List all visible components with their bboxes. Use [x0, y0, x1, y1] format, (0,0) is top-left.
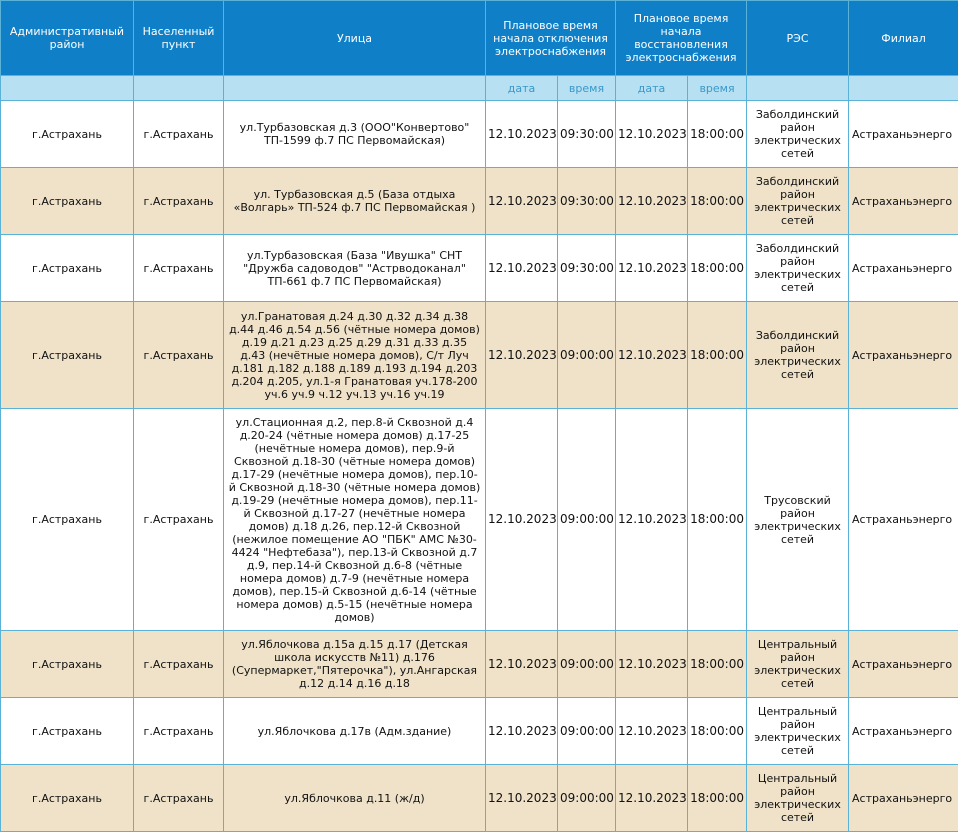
cell-res: Заболдинский район электрических сетей: [747, 101, 849, 168]
cell-locality: г.Астрахань: [134, 765, 224, 832]
cell-off-time: 09:30:00: [558, 235, 616, 302]
table-row: [1, 302, 958, 409]
cell-res: Заболдинский район электрических сетей: [747, 168, 849, 235]
header-branch: Филиал: [849, 1, 958, 76]
cell-off-time: 09:00:00: [558, 765, 616, 832]
cell-on-date: 12.10.2023: [616, 302, 688, 409]
cell-off-date: 12.10.2023: [486, 698, 558, 765]
header-locality: Населенный пункт: [134, 1, 224, 76]
cell-off-date: 12.10.2023: [486, 409, 558, 631]
cell-street: ул.Яблочкова д.11 (ж/д): [224, 765, 486, 832]
subheader-empty: [849, 76, 958, 101]
cell-street: ул.Стационная д.2, пер.8-й Сквозной д.4 д.20-24 (чётные номера домов) д.17-25 (нечётные номера домов), пер.9-й Сквозной д.18-30 (чётные номера домов) д.17-29 (нечётные номера домов), пер.10-й Сквозной д.18-30 (чётные номера домов) д.19-29 (нечётные номера домов), пер.11-й Сквозной д.17-27 (нечётные номера домов) д.18 д.26, пер.12-й Сквозной (нежилое помещение АО "ПБК" АМС №30-4424 "Нефтебаза"), пер.13-й Сквозной д.7 д.9, пер.14-й Сквозной д.6-8 (чётные номера домов) д.7-9 (нечётные номера домов), пер.15-й Сквозной д.6-14 (чётные номера домов) д.5-15 (нечётные номера домов): [224, 409, 486, 631]
table-row: [1, 101, 958, 168]
cell-street: ул.Турбазовская д.3 (ООО"Конвертово" ТП-1599 ф.7 ПС Первомайская): [224, 101, 486, 168]
header-row: [1, 1, 958, 76]
cell-district: г.Астрахань: [1, 302, 134, 409]
cell-locality: г.Астрахань: [134, 101, 224, 168]
header-district: Административный район: [1, 1, 134, 76]
subheader-empty: [134, 76, 224, 101]
cell-off-time: 09:30:00: [558, 101, 616, 168]
cell-district: г.Астрахань: [1, 765, 134, 832]
cell-branch: Астраханьэнерго: [849, 698, 958, 765]
cell-off-time: 09:00:00: [558, 631, 616, 698]
cell-on-date: 12.10.2023: [616, 235, 688, 302]
cell-locality: г.Астрахань: [134, 698, 224, 765]
cell-district: г.Астрахань: [1, 409, 134, 631]
subheader-row: [1, 76, 958, 101]
cell-locality: г.Астрахань: [134, 631, 224, 698]
header-off-time: Плановое время начала отключения электроснабжения: [486, 1, 616, 76]
cell-branch: Астраханьэнерго: [849, 631, 958, 698]
cell-off-time: 09:00:00: [558, 409, 616, 631]
cell-off-date: 12.10.2023: [486, 235, 558, 302]
cell-branch: Астраханьэнерго: [849, 235, 958, 302]
header-street: Улица: [224, 1, 486, 76]
subheader-on-date: дата: [616, 76, 688, 101]
subheader-empty: [224, 76, 486, 101]
cell-off-time: 09:30:00: [558, 168, 616, 235]
cell-on-time: 18:00:00: [688, 302, 747, 409]
cell-street: ул. Турбазовская д.5 (База отдыха «Волгарь» ТП-524 ф.7 ПС Первомайская ): [224, 168, 486, 235]
cell-locality: г.Астрахань: [134, 302, 224, 409]
cell-res: Трусовский район электрических сетей: [747, 409, 849, 631]
cell-off-time: 09:00:00: [558, 302, 616, 409]
cell-street: ул.Гранатовая д.24 д.30 д.32 д.34 д.38 д.44 д.46 д.54 д.56 (чётные номера домов) д.19 д.21 д.23 д.25 д.29 д.31 д.33 д.35 д.43 (нечётные номера домов), С/т Луч д.181 д.182 д.188 д.189 д.193 д.194 д.203 д.204 д.205, ул.1-я Гранатовая уч.178-200 уч.6 уч.9 ч.12 уч.13 уч.16 уч.19: [224, 302, 486, 409]
table-row: [1, 168, 958, 235]
cell-on-date: 12.10.2023: [616, 409, 688, 631]
cell-off-date: 12.10.2023: [486, 765, 558, 832]
cell-off-date: 12.10.2023: [486, 631, 558, 698]
subheader-on-time: время: [688, 76, 747, 101]
cell-off-date: 12.10.2023: [486, 101, 558, 168]
header-res: РЭС: [747, 1, 849, 76]
cell-on-time: 18:00:00: [688, 631, 747, 698]
cell-street: ул.Яблочкова д.15а д.15 д.17 (Детская школа искусств №11) д.176 (Супермаркет,"Пятерочка"), ул.Ангарская д.12 д.14 д.16 д.18: [224, 631, 486, 698]
cell-res: Центральный район электрических сетей: [747, 765, 849, 832]
cell-on-time: 18:00:00: [688, 409, 747, 631]
cell-locality: г.Астрахань: [134, 235, 224, 302]
cell-on-time: 18:00:00: [688, 698, 747, 765]
cell-branch: Астраханьэнерго: [849, 168, 958, 235]
table-row: [1, 409, 958, 631]
cell-res: Центральный район электрических сетей: [747, 698, 849, 765]
cell-res: Заболдинский район электрических сетей: [747, 302, 849, 409]
cell-on-time: 18:00:00: [688, 235, 747, 302]
cell-res: Центральный район электрических сетей: [747, 631, 849, 698]
table-row: [1, 235, 958, 302]
cell-street: ул.Турбазовская (База "Ивушка" СНТ "Дружба садоводов" "Астрводоканал" ТП-661 ф.7 ПС Первомайская): [224, 235, 486, 302]
cell-locality: г.Астрахань: [134, 168, 224, 235]
cell-district: г.Астрахань: [1, 168, 134, 235]
table-row: [1, 765, 958, 832]
cell-on-time: 18:00:00: [688, 101, 747, 168]
cell-on-date: 12.10.2023: [616, 631, 688, 698]
cell-branch: Астраханьэнерго: [849, 765, 958, 832]
cell-district: г.Астрахань: [1, 698, 134, 765]
cell-street: ул.Яблочкова д.17в (Адм.здание): [224, 698, 486, 765]
subheader-empty: [747, 76, 849, 101]
cell-on-date: 12.10.2023: [616, 765, 688, 832]
cell-district: г.Астрахань: [1, 101, 134, 168]
cell-branch: Астраханьэнерго: [849, 101, 958, 168]
cell-off-date: 12.10.2023: [486, 302, 558, 409]
subheader-empty: [1, 76, 134, 101]
cell-on-date: 12.10.2023: [616, 698, 688, 765]
cell-district: г.Астрахань: [1, 235, 134, 302]
cell-on-date: 12.10.2023: [616, 168, 688, 235]
subheader-off-time: время: [558, 76, 616, 101]
cell-branch: Астраханьэнерго: [849, 302, 958, 409]
cell-res: Заболдинский район электрических сетей: [747, 235, 849, 302]
table-row: [1, 631, 958, 698]
cell-on-time: 18:00:00: [688, 168, 747, 235]
cell-on-date: 12.10.2023: [616, 101, 688, 168]
cell-locality: г.Астрахань: [134, 409, 224, 631]
cell-off-date: 12.10.2023: [486, 168, 558, 235]
header-on-time: Плановое время начала восстановления электроснабжения: [616, 1, 747, 76]
cell-branch: Астраханьэнерго: [849, 409, 958, 631]
cell-district: г.Астрахань: [1, 631, 134, 698]
cell-off-time: 09:00:00: [558, 698, 616, 765]
cell-on-time: 18:00:00: [688, 765, 747, 832]
table-row: [1, 698, 958, 765]
subheader-off-date: дата: [486, 76, 558, 101]
